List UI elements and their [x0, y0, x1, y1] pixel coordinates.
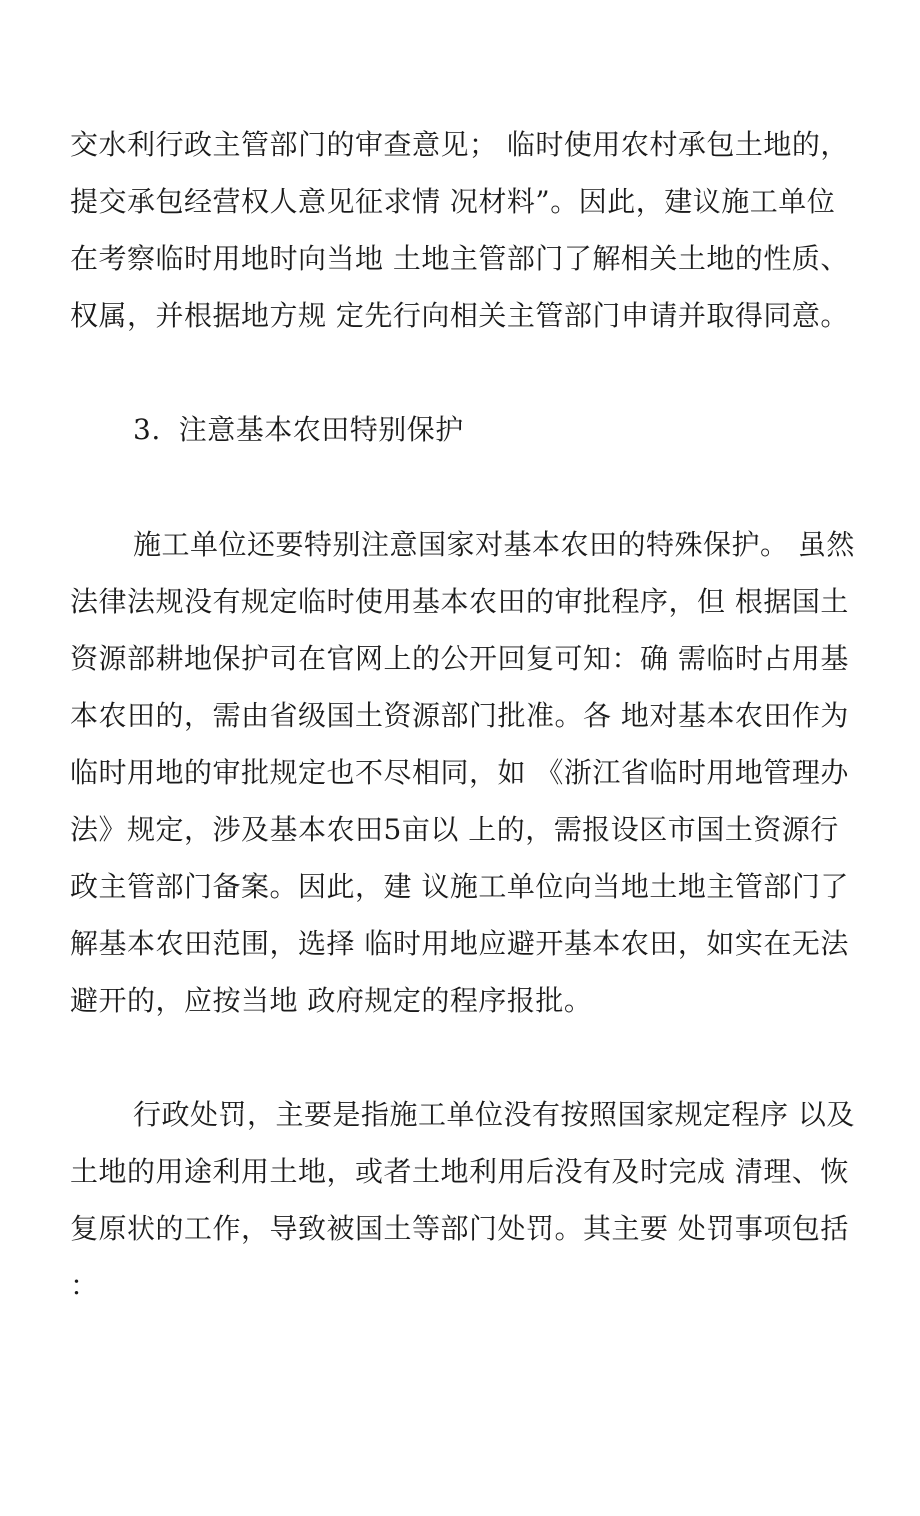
- paragraph-line: 法》规定，涉及基本农田5亩以 上的，需报设区市国土资源行: [70, 813, 839, 846]
- paragraph-line: 复原状的工作，导致被国土等部门处罚。其主要 处罚事项包括: [70, 1212, 849, 1245]
- paragraph-line: 土地的用途利用土地，或者土地利用后没有及时完成 清理、恢: [70, 1155, 849, 1188]
- paragraph-line: 本农田的，需由省级国土资源部门批准。各 地对基本农田作为: [70, 699, 849, 732]
- section-heading: [133, 412, 920, 448]
- paragraph-line: 行政处罚，主要是指施工单位没有按照国家规定程序 以及: [133, 1098, 855, 1131]
- paragraph-line: 避开的，应按当地 政府规定的程序报批。: [70, 984, 593, 1017]
- paragraph-line: 施工单位还要特别注意国家对基本农田的特殊保护。 虽然: [133, 528, 855, 561]
- section-title: 注意基本农田特别保护: [178, 413, 464, 446]
- section-number: 3.: [133, 413, 161, 446]
- paragraph-line: 提交承包经营权人意见征求情 况材料”。因此，建议施工单位: [70, 185, 836, 218]
- paragraph-line: ：: [70, 1269, 99, 1302]
- paragraph-line: 法律法规没有规定临时使用基本农田的审批程序，但 根据国土: [70, 585, 849, 618]
- paragraph-line: 权属，并根据地方规 定先行向相关主管部门申请并取得同意。: [70, 299, 849, 332]
- paragraph-line: 解基本农田范围，选择 临时用地应避开基本农田，如实在无法: [70, 927, 849, 960]
- paragraph-line: 政主管部门备案。因此，建 议施工单位向当地土地主管部门了: [70, 870, 849, 903]
- paragraph-line: 临时用地的审批规定也不尽相同，如 《浙江省临时用地管理办: [70, 756, 849, 789]
- paragraph-line: 资源部耕地保护司在官网上的公开回复可知：确 需临时占用基: [70, 642, 849, 675]
- paragraph-line: 交水利行政主管部门的审查意见； 临时使用农村承包土地的，: [70, 128, 849, 161]
- paragraph-line: 在考察临时用地时向当地 土地主管部门了解相关土地的性质、: [70, 242, 849, 275]
